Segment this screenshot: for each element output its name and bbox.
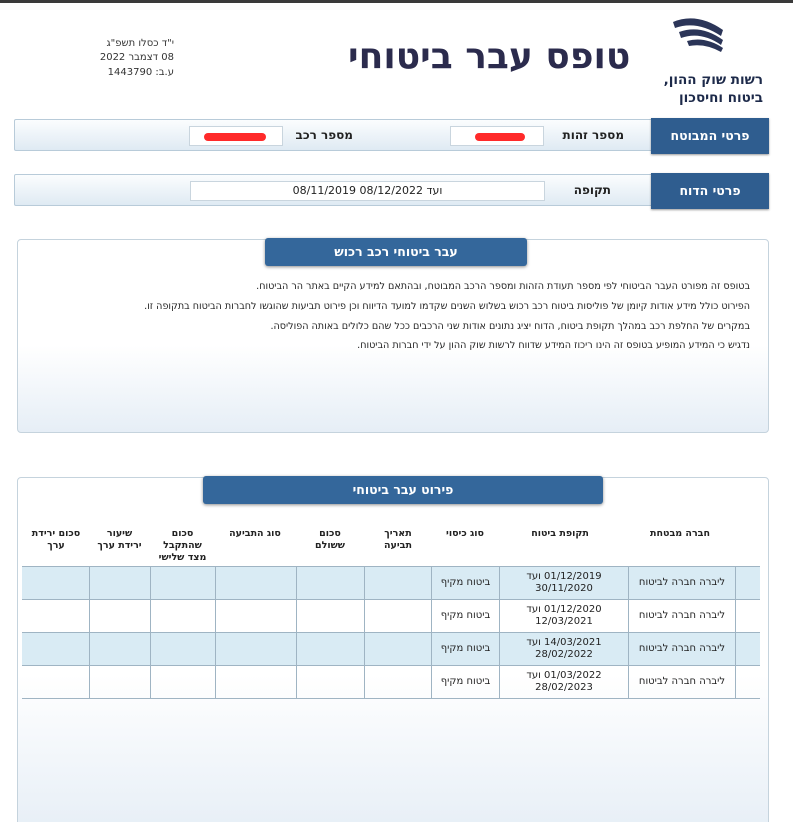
period-field[interactable]: 08/11/2019 ועד 08/12/2022 <box>190 181 545 201</box>
report-details-bar <box>14 174 769 206</box>
col-header-claim-type: סוג התביעה <box>229 528 281 539</box>
col-separator <box>364 566 365 699</box>
wave-stripes-icon <box>669 14 729 56</box>
authority-logo <box>653 14 763 104</box>
org-name-line1: רשות שוק ההון, <box>663 72 763 88</box>
cell-coverage: ביטוח מקיף <box>440 676 491 687</box>
info-panel <box>17 239 769 433</box>
info-paragraph-4: נדגיש כי המידע המופיע בטופס זה הינו ריכוז המידע שדווח לרשות שוק ההון על ידי חברות הביטוח. <box>357 340 750 351</box>
col-separator <box>215 566 216 699</box>
cell-period: 01/12/2019 ועד 30/11/2020 <box>526 571 602 594</box>
col-header-depreciation-amount: סכום ירידת ערך <box>31 528 81 551</box>
cell-period: 01/12/2020 ועד 12/03/2021 <box>526 604 602 627</box>
page-title: טופס עבר ביטוחי <box>348 36 631 77</box>
cell-company: ליברה חברה לביטוח <box>638 577 726 588</box>
vehicle-number-field[interactable] <box>189 126 283 146</box>
cell-period: 14/03/2021 ועד 28/02/2022 <box>526 637 602 660</box>
id-number-label: מספר זהות <box>562 128 624 142</box>
col-separator <box>150 566 151 699</box>
report-section-label: פרטי הדוח <box>651 173 769 209</box>
vehicle-redaction-mark <box>204 133 266 141</box>
col-separator <box>89 566 90 699</box>
details-panel-title: פירוט עבר ביטוחי <box>203 476 603 504</box>
hebrew-date: י"ד כסלו תשפ"ג <box>106 38 174 49</box>
cell-period: 01/03/2022 ועד 28/02/2023 <box>526 670 602 693</box>
insured-section-label: פרטי המבוטח <box>651 118 769 154</box>
info-paragraph-1: בטופס זה מפורט העבר הביטוחי לפי מספר תעודת הזהות ומספר הרכב המבוטח, ובהתאם למידע הקיים באתר הר הביטוח. <box>256 281 750 292</box>
cell-company: ליברה חברה לביטוח <box>638 610 726 621</box>
cell-company: ליברה חברה לביטוח <box>638 643 726 654</box>
info-paragraph-2: הפירוט כולל מידע אודות קיומן של פוליסות ביטוח רכב רכוש בשלוש השנים שקדמו למועד הדיווח וכן פירוט תביעות שהוגשו לחברות הביטוח בתקופה זו. <box>144 301 750 312</box>
col-header-depreciation-rate: שיעור ירידת ערך <box>97 528 142 551</box>
period-label: תקופה <box>573 183 611 197</box>
top-border <box>0 0 793 3</box>
col-header-company: חברה מבטחת <box>649 528 710 539</box>
info-panel-title: עבר ביטוחי רכב רכוש <box>265 238 527 266</box>
insured-details-bar <box>14 119 769 151</box>
col-header-coverage: סוג כיסוי <box>446 528 484 539</box>
col-header-claim-date: תאריך תביעה <box>384 528 412 551</box>
cell-company: ליברה חברה לביטוח <box>638 676 726 687</box>
col-separator <box>296 566 297 699</box>
cell-coverage: ביטוח מקיף <box>440 610 491 621</box>
id-number-field[interactable] <box>450 126 544 146</box>
reference-number: ע.ב: 1443790 <box>107 67 174 78</box>
col-header-third-party: סכום שהתקבל מצד שלישי <box>158 528 207 563</box>
col-separator <box>735 566 736 699</box>
gregorian-date: 08 דצמבר 2022 <box>99 52 174 63</box>
col-header-period: תקופת ביטוח <box>531 528 589 539</box>
cell-coverage: ביטוח מקיף <box>440 577 491 588</box>
vehicle-number-label: מספר רכב <box>295 128 353 142</box>
org-name-line2: ביטוח וחיסכון <box>679 90 763 106</box>
id-redaction-mark <box>475 133 525 141</box>
info-paragraph-3: במקרים של החלפת רכב במהלך תקופת ביטוח, הדוח יציג נתונים אודות שני הרכבים ככל שהם כלולים באותה הפוליסה. <box>270 321 750 332</box>
cell-coverage: ביטוח מקיף <box>440 643 491 654</box>
table-bottom-border <box>22 698 760 699</box>
col-header-amount-paid: סכום ששולם <box>314 528 346 551</box>
